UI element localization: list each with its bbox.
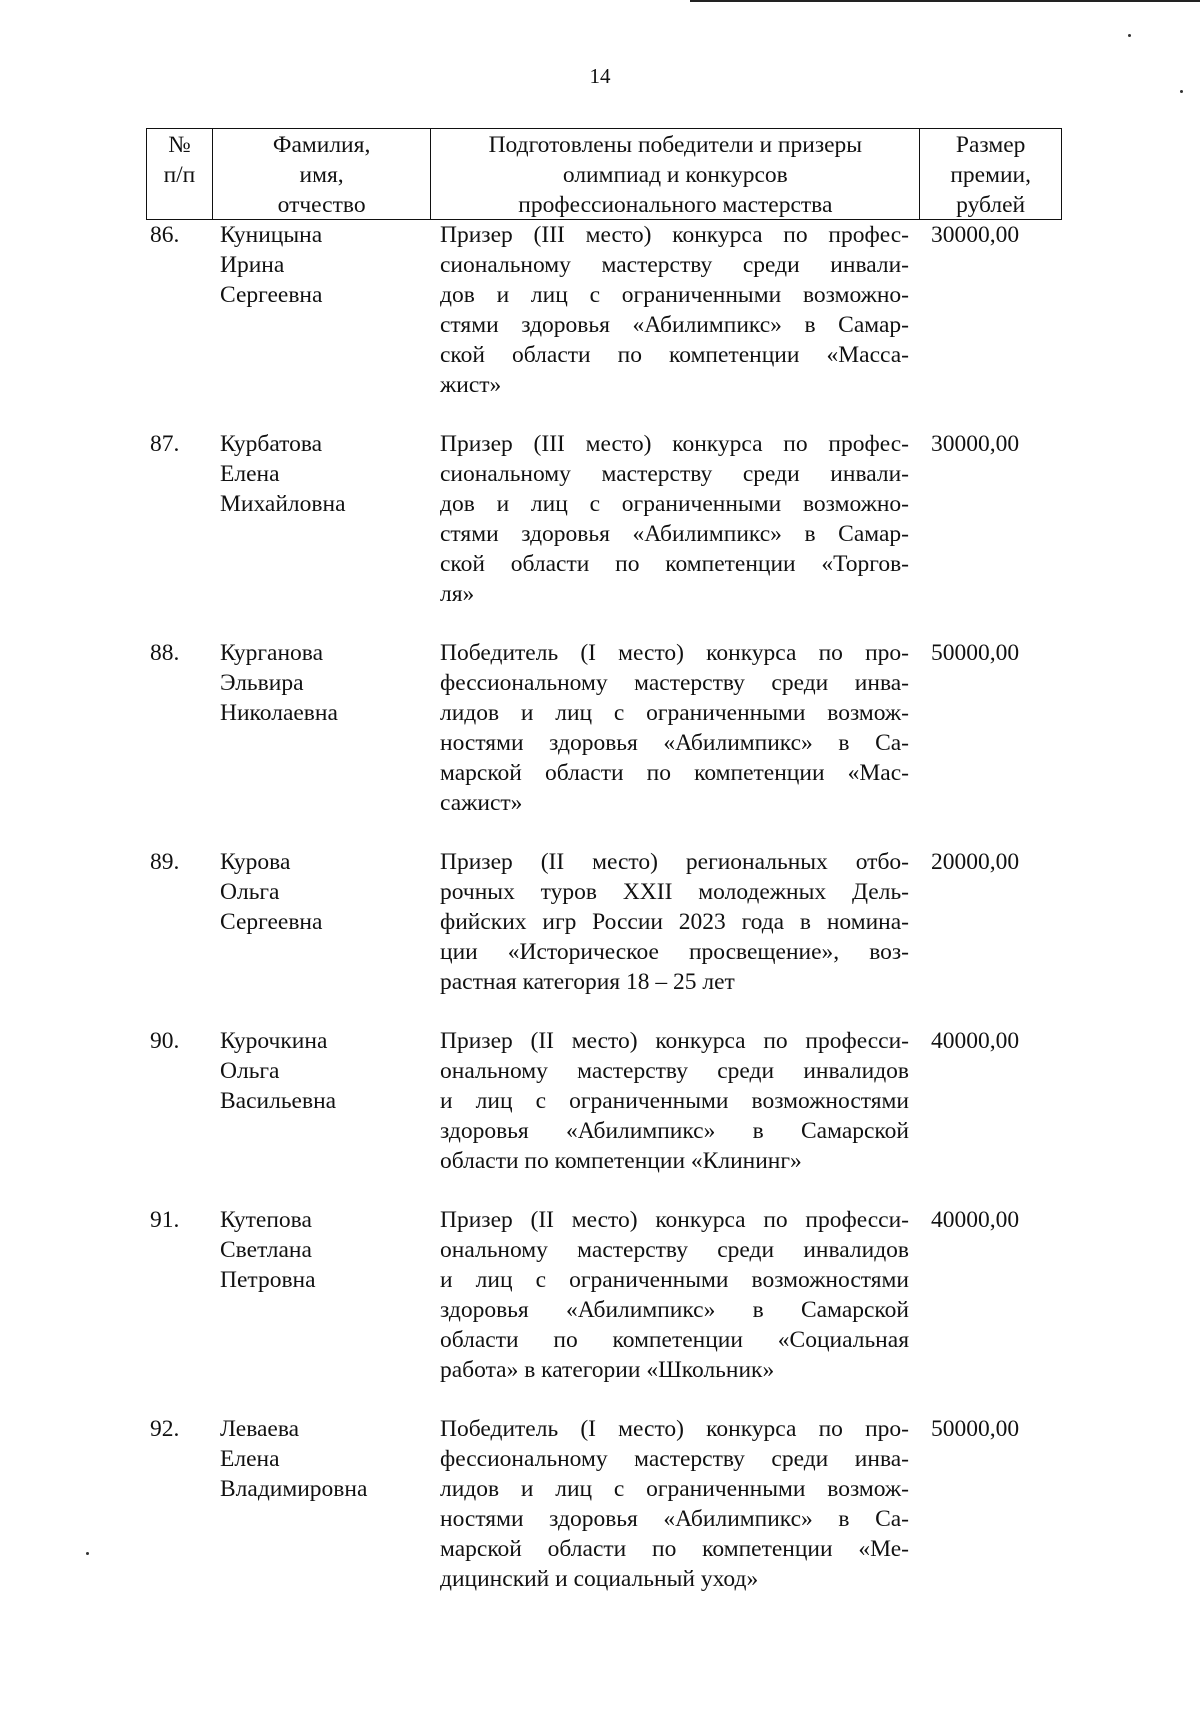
table-row: [146, 1026, 1062, 1176]
table-row: [146, 1414, 1062, 1594]
description-line: дов и лиц с ограниченными возможно-: [440, 491, 909, 517]
scan-speck: [1128, 34, 1131, 37]
header-num: № п/п: [147, 129, 213, 219]
row-description: [431, 220, 921, 400]
row-prize-amount: 20000,00: [931, 849, 1020, 875]
description-line: работа» в категории «Школьник»: [440, 1357, 775, 1383]
description-line: фессиональному мастерству среди инва-: [440, 1446, 909, 1472]
description-line: ностями здоровья «Абилимпикс» в Са-: [440, 730, 909, 756]
description-line: ля»: [440, 581, 475, 607]
row-full-name: [212, 1205, 431, 1385]
description-line: стями здоровья «Абилимпикс» в Самар-: [440, 312, 909, 338]
name-part: Эльвира: [220, 670, 304, 696]
row-full-name: [212, 1026, 431, 1176]
row-description: [431, 638, 921, 818]
name-part: Николаевна: [220, 700, 338, 726]
row-number: 89.: [150, 849, 180, 875]
description-line: здоровья «Абилимпикс» в Самарской: [440, 1297, 909, 1323]
description-line: дицинский и социальный уход»: [440, 1566, 759, 1592]
header-description: Подготовлены победители и призеры олимпиад и конкурсов профессионального мастерства: [431, 129, 920, 219]
description-line: лидов и лиц с ограниченными возмож-: [440, 1476, 909, 1502]
row-description: [431, 1414, 921, 1594]
row-description: [431, 429, 921, 609]
row-number: 87.: [150, 431, 180, 457]
description-line: области по компетенции «Клининг»: [440, 1148, 802, 1174]
description-line: фессиональному мастерству среди инва-: [440, 670, 909, 696]
name-part: Ольга: [220, 879, 280, 905]
name-part: Куницына: [220, 222, 323, 248]
row-prize-amount: 50000,00: [931, 1416, 1020, 1442]
description-line: дов и лиц с ограниченными возможно-: [440, 282, 909, 308]
name-part: Курова: [220, 849, 291, 875]
row-prize-amount: 40000,00: [931, 1028, 1020, 1054]
description-line: лидов и лиц с ограниченными возмож-: [440, 700, 909, 726]
header-amount: Размер премии, рублей: [950, 132, 1031, 218]
description-line: растная категория 18 – 25 лет: [440, 969, 735, 995]
description-line: марской области по компетенции «Мас-: [440, 760, 909, 786]
row-full-name: [212, 429, 431, 609]
row-number: 92.: [150, 1416, 180, 1442]
row-description: [431, 847, 921, 997]
row-number: 91.: [150, 1207, 180, 1233]
table-row: [146, 429, 1062, 609]
description-line: Призер (II место) конкурса по професси-: [440, 1207, 909, 1233]
name-part: Елена: [220, 461, 280, 487]
description-line: ции «Историческое просвещение», воз-: [440, 939, 909, 965]
description-line: и лиц с ограниченными возможностями: [440, 1088, 909, 1114]
row-prize-amount: 30000,00: [931, 222, 1020, 248]
row-prize-amount: 30000,00: [931, 431, 1020, 457]
table-body: [146, 220, 1062, 1594]
description-line: ской области по компетенции «Торгов-: [440, 551, 909, 577]
header-name: Фамилия, имя, отчество: [213, 129, 432, 219]
scan-speck: [1180, 90, 1183, 93]
description-line: Победитель (I место) конкурса по про-: [440, 640, 909, 666]
table-row: [146, 1205, 1062, 1385]
page-number: 14: [589, 64, 611, 88]
table-row: [146, 220, 1062, 400]
name-part: Кутепова: [220, 1207, 312, 1233]
name-part: Ольга: [220, 1058, 280, 1084]
description-line: сиональному мастерству среди инвали-: [440, 461, 909, 487]
description-line: стями здоровья «Абилимпикс» в Самар-: [440, 521, 909, 547]
name-part: Ирина: [220, 252, 285, 278]
name-part: Елена: [220, 1446, 280, 1472]
description-line: Призер (II место) региональных отбо-: [440, 849, 909, 875]
description-line: Призер (II место) конкурса по професси-: [440, 1028, 909, 1054]
description-line: здоровья «Абилимпикс» в Самарской: [440, 1118, 909, 1144]
top-edge-rule: [690, 0, 1200, 2]
name-part: Курочкина: [220, 1028, 328, 1054]
name-part: Сергеевна: [220, 282, 323, 308]
description-line: ональному мастерству среди инвалидов: [440, 1058, 909, 1084]
row-full-name: [212, 638, 431, 818]
row-prize-amount: 40000,00: [931, 1207, 1020, 1233]
name-part: Курганова: [220, 640, 324, 666]
row-number: 90.: [150, 1028, 180, 1054]
description-line: рочных туров XXII молодежных Дель-: [440, 879, 909, 905]
name-part: Леваева: [220, 1416, 300, 1442]
description-line: марской области по компетенции «Ме-: [440, 1536, 909, 1562]
row-description: [431, 1026, 921, 1176]
row-prize-amount: 50000,00: [931, 640, 1020, 666]
name-part: Владимировна: [220, 1476, 368, 1502]
name-part: Михайловна: [220, 491, 346, 517]
row-number: 86.: [150, 222, 180, 248]
table-row: [146, 638, 1062, 818]
description-line: фийских игр России 2023 года в номина-: [440, 909, 909, 935]
row-full-name: [212, 847, 431, 997]
name-part: Светлана: [220, 1237, 312, 1263]
description-line: области по компетенции «Социальная: [440, 1327, 909, 1353]
description-line: и лиц с ограниченными возможностями: [440, 1267, 909, 1293]
table-row: [146, 847, 1062, 997]
description-line: ностями здоровья «Абилимпикс» в Са-: [440, 1506, 909, 1532]
description-line: Призер (III место) конкурса по профес-: [440, 431, 909, 457]
name-part: Васильевна: [220, 1088, 337, 1114]
row-full-name: [212, 1414, 431, 1594]
description-line: Призер (III место) конкурса по профес-: [440, 222, 909, 248]
table-header: [146, 128, 1062, 220]
row-number: 88.: [150, 640, 180, 666]
awards-table: [146, 128, 1062, 1623]
description-line: сажист»: [440, 790, 523, 816]
description-line: ональному мастерству среди инвалидов: [440, 1237, 909, 1263]
row-full-name: [212, 220, 431, 400]
description-line: сиональному мастерству среди инвали-: [440, 252, 909, 278]
description-line: ской области по компетенции «Масса-: [440, 342, 909, 368]
name-part: Петровна: [220, 1267, 316, 1293]
row-description: [431, 1205, 921, 1385]
name-part: Сергеевна: [220, 909, 323, 935]
description-line: Победитель (I место) конкурса по про-: [440, 1416, 909, 1442]
description-line: жист»: [440, 372, 502, 398]
scan-speck: [86, 1552, 89, 1555]
name-part: Курбатова: [220, 431, 323, 457]
